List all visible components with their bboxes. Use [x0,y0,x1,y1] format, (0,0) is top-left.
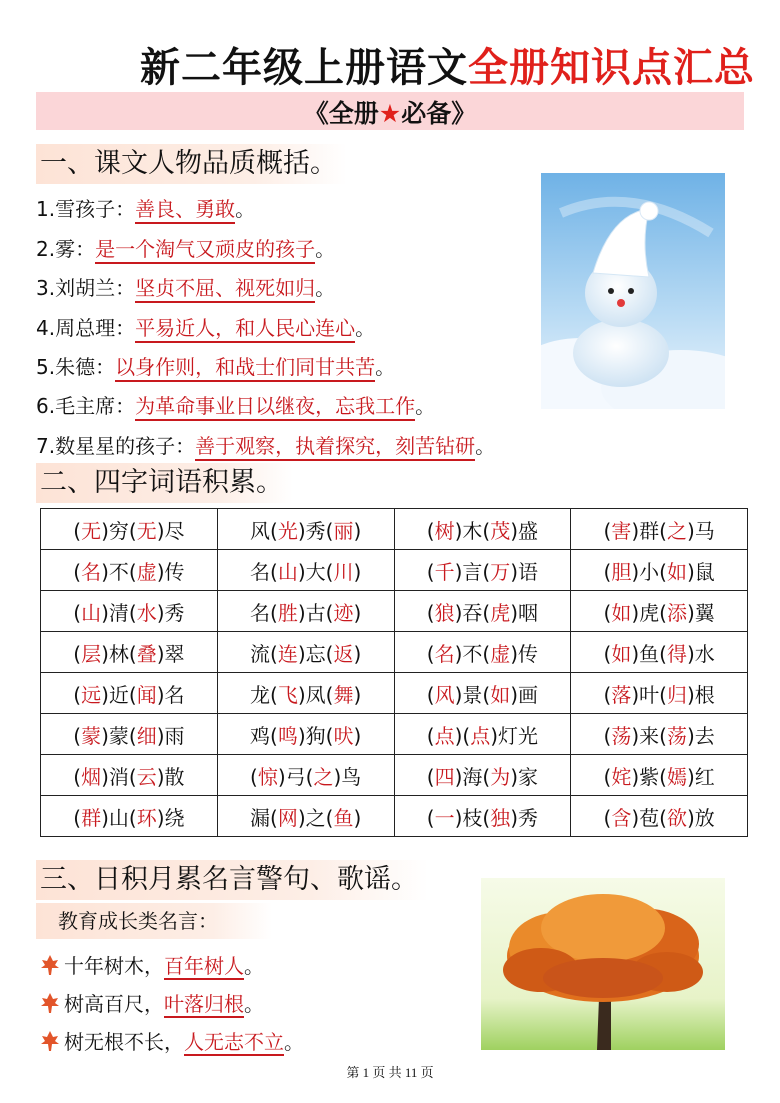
filled-char: 一 [434,805,455,830]
idiom-table [40,508,748,837]
filled-char: 无 [81,518,102,543]
idiom-cell: (胆)小(如)鼠 [571,550,748,591]
table-row [41,591,748,632]
filled-char: 如 [666,559,687,584]
section3-heading: 三、日积月累名言警句、歌谣。 [36,860,428,900]
filled-char: 胜 [277,600,298,625]
banner-text [36,94,744,130]
answer-text: 叶落归根 [164,992,244,1016]
answer-text: 百年树人 [164,954,244,978]
filled-char: 四 [434,764,455,789]
idiom-cell: (树)木(茂)盛 [394,509,571,550]
filled-char: 名 [434,641,455,666]
title-red: 全册知识点汇总 [468,45,755,91]
filled-char: 点 [434,723,455,748]
idiom-cell: (含)苞(欲)放 [571,796,748,837]
filled-char: 添 [666,600,687,625]
filled-char: 得 [666,641,687,666]
table-row [41,714,748,755]
table-row [41,673,748,714]
filled-char: 吠 [333,723,354,748]
answer-text: 善良、勇敢 [135,197,235,224]
answer-text: 是一个淘气又顽皮的孩子 [95,237,315,264]
idiom-cell: (害)群(之)马 [571,509,748,550]
list-item: 6.毛主席：为革命事业日以继夜，忘我工作。 [36,390,435,419]
idiom-cell: (落)叶(归)根 [571,673,748,714]
filled-char: 姹 [611,764,632,789]
filled-char: 云 [136,764,157,789]
idiom-cell: (荡)来(荡)去 [571,714,748,755]
filled-char: 之 [666,518,687,543]
idiom-cell: (一)枝(独)秀 [394,796,571,837]
filled-char: 荡 [611,723,632,748]
answer-text: 人无志不立 [184,1030,284,1054]
subheading: 教育成长类名言： [36,903,272,939]
idiom-cell: (狼)吞(虎)咽 [394,591,571,632]
filled-char: 害 [611,518,632,543]
answer-text: 为革命事业日以继夜，忘我工作 [135,394,415,421]
filled-char: 含 [611,805,632,830]
filled-char: 惊 [257,764,278,789]
filled-char: 欲 [666,805,687,830]
table-row [41,796,748,837]
list-item: 1.雪孩子：善良、勇敢。 [36,193,255,222]
filled-char: 川 [333,559,354,584]
idiom-cell: 名(胜)古(迹) [217,591,394,632]
answer-text: 以身作则，和战士们同甘共苦 [115,355,375,382]
title-black: 新二年级上册语文 [140,45,468,91]
maple-leaf-icon [40,992,60,1014]
filled-char: 闻 [136,682,157,707]
maple-leaf-icon [40,954,60,976]
filled-char: 虚 [136,559,157,584]
idiom-cell: 龙(飞)凤(舞) [217,673,394,714]
answer-text: 平易近人，和人民心连心 [135,316,355,343]
filled-char: 鱼 [333,805,354,830]
filled-char: 虚 [490,641,511,666]
section2-heading: 二、四字词语积累。 [36,463,293,503]
filled-char: 叠 [136,641,157,666]
filled-char: 如 [611,600,632,625]
filled-char: 环 [136,805,157,830]
idiom-cell: (姹)紫(嫣)红 [571,755,748,796]
filled-char: 茂 [490,518,511,543]
filled-char: 舞 [333,682,354,707]
filled-char: 名 [81,559,102,584]
filled-char: 光 [277,518,298,543]
filled-char: 万 [490,559,511,584]
table-row [41,509,748,550]
table-row [41,755,748,796]
filled-char: 千 [434,559,455,584]
quote-item: 十年树木，百年树人。 [40,950,264,979]
filled-char: 落 [611,682,632,707]
autumn-tree-image [481,878,725,1050]
filled-char: 蒙 [81,723,102,748]
answer-text: 坚贞不屈、视死如归 [135,276,315,303]
idiom-cell: (群)山(环)绕 [41,796,218,837]
idiom-cell: (无)穷(无)尽 [41,509,218,550]
filled-char: 为 [490,764,511,789]
filled-char: 狼 [434,600,455,625]
filled-char: 返 [333,641,354,666]
filled-char: 点 [470,723,491,748]
idiom-cell: (风)景(如)画 [394,673,571,714]
filled-char: 嫣 [666,764,687,789]
idiom-cell: (惊)弓(之)鸟 [217,755,394,796]
idiom-cell: (名)不(虚)传 [394,632,571,673]
quote-item: 树高百尺，叶落归根。 [40,988,264,1017]
idiom-cell: (四)海(为)家 [394,755,571,796]
banner-left: 《全册 [303,99,379,128]
idiom-cell: (如)鱼(得)水 [571,632,748,673]
filled-char: 如 [611,641,632,666]
maple-leaf-icon [40,1030,60,1052]
idiom-cell: (层)林(叠)翠 [41,632,218,673]
quote-item: 树无根不长，人无志不立。 [40,1026,304,1055]
list-item: 2.雾：是一个淘气又顽皮的孩子。 [36,233,335,262]
banner-right: 必备》 [401,99,477,128]
filled-char: 水 [136,600,157,625]
filled-char: 如 [490,682,511,707]
filled-char: 网 [277,805,298,830]
list-item: 3.刘胡兰：坚贞不屈、视死如归。 [36,272,335,301]
table-row [41,550,748,591]
filled-char: 细 [136,723,157,748]
filled-char: 胆 [611,559,632,584]
banner [36,92,744,130]
idiom-cell: (远)近(闻)名 [41,673,218,714]
page-footer: 第 1 页 共 11 页 [346,1065,434,1080]
page-title [140,36,755,93]
idiom-cell: (蒙)蒙(细)雨 [41,714,218,755]
filled-char: 迹 [333,600,354,625]
filled-char: 连 [277,641,298,666]
idiom-cell: 名(山)大(川) [217,550,394,591]
filled-char: 鸣 [277,723,298,748]
table-row [41,632,748,673]
filled-char: 山 [81,600,102,625]
filled-char: 树 [434,518,455,543]
filled-char: 风 [434,682,455,707]
idiom-cell: (名)不(虚)传 [41,550,218,591]
idiom-cell: (烟)消(云)散 [41,755,218,796]
filled-char: 荡 [666,723,687,748]
filled-char: 远 [81,682,102,707]
snowman-image [541,173,725,409]
star-icon: ★ [378,99,402,128]
idiom-cell: (千)言(万)语 [394,550,571,591]
idiom-cell: (山)清(水)秀 [41,591,218,632]
filled-char: 虎 [490,600,511,625]
filled-char: 烟 [81,764,102,789]
idiom-cell: 风(光)秀(丽) [217,509,394,550]
filled-char: 山 [277,559,298,584]
list-item: 4.周总理：平易近人，和人民心连心。 [36,312,375,341]
filled-char: 归 [666,682,687,707]
list-item: 5.朱德：以身作则，和战士们同甘共苦。 [36,351,395,380]
filled-char: 群 [81,805,102,830]
idiom-cell: 流(连)忘(返) [217,632,394,673]
idiom-cell: (点)(点)灯光 [394,714,571,755]
idiom-cell: (如)虎(添)翼 [571,591,748,632]
idiom-cell: 鸡(鸣)狗(吠) [217,714,394,755]
answer-text: 善于观察，执着探究，刻苦钻研 [195,434,475,461]
section1-heading: 一、课文人物品质概括。 [36,144,347,184]
idiom-cell: 漏(网)之(鱼) [217,796,394,837]
filled-char: 层 [81,641,102,666]
filled-char: 飞 [277,682,298,707]
list-item: 7.数星星的孩子：善于观察，执着探究，刻苦钻研。 [36,430,495,459]
filled-char: 丽 [333,518,354,543]
filled-char: 之 [313,764,334,789]
filled-char: 独 [490,805,511,830]
filled-char: 无 [136,518,157,543]
